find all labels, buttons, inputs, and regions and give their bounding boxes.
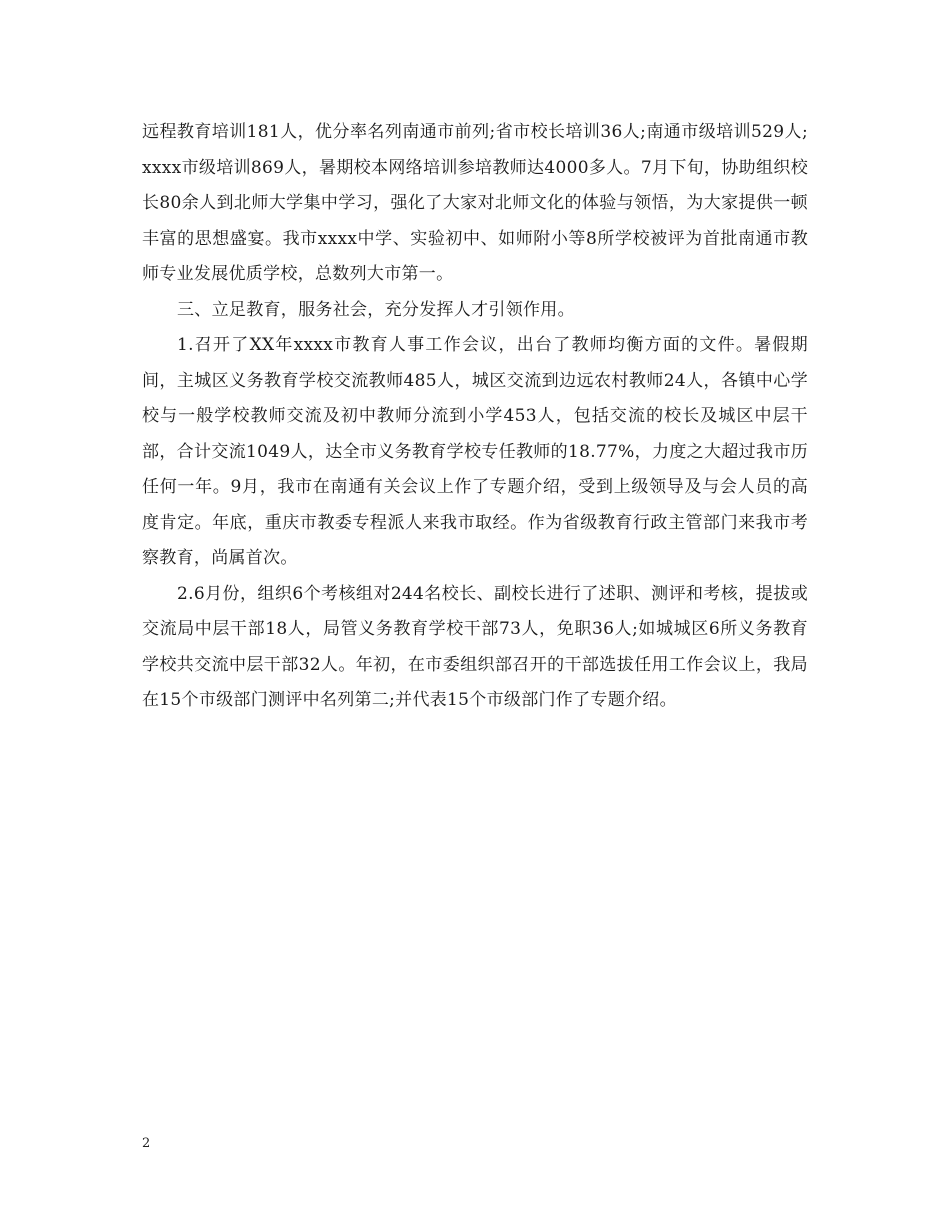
page-number: 2 xyxy=(142,1136,151,1151)
paragraph-item-1: 1.召开了XX年xxxx市教育人事工作会议，出台了教师均衡方面的文件。暑假期间，主城区义务教育学校交流教师485人，城区交流到边远农村教师24人，各镇中心学校与一般学校教师交流及初中教师分流到小学453人，包括交流的校长及城区中层干部，合计交流1049人，达全市义务教育学校专任教师的18.77%，力度之大超过我市历任何一年。9月，我市在南通有关会议上作了专题介绍，受到上级领导及与会人员的高度肯定。年底，重庆市教委专程派人来我市取经。作为省级教育行政主管部门来我市考察教育，尚属首次。 xyxy=(142,335,808,568)
paragraph-continuation: 远程教育培训181人，优分率名列南通市前列;省市校长培训36人;南通市级培训529人;xxxx市级培训869人，暑期校本网络培训参培教师达4000多人。7月下旬，协助组织校长80余人到北师大学集中学习，强化了大家对北师文化的体验与领悟，为大家提供一顿丰富的思想盛宴。我市xxxx中学、实验初中、如师附小等8所学校被评为首批南通市教师专业发展优质学校，总数列大市第一。 xyxy=(142,122,808,284)
document-body xyxy=(142,115,808,719)
paragraph-item-2: 2.6月份，组织6个考核组对244名校长、副校长进行了述职、测评和考核，提拔或交流局中层干部18人，局管义务教育学校干部73人，免职36人;如城城区6所义务教育学校共交流中层干部32人。年初，在市委组织部召开的干部选拔任用工作会议上，我局在15个市级部门测评中名列第二;并代表15个市级部门作了专题介绍。 xyxy=(142,583,808,710)
section-heading: 三、立足教育，服务社会，充分发挥人才引领作用。 xyxy=(177,299,575,320)
